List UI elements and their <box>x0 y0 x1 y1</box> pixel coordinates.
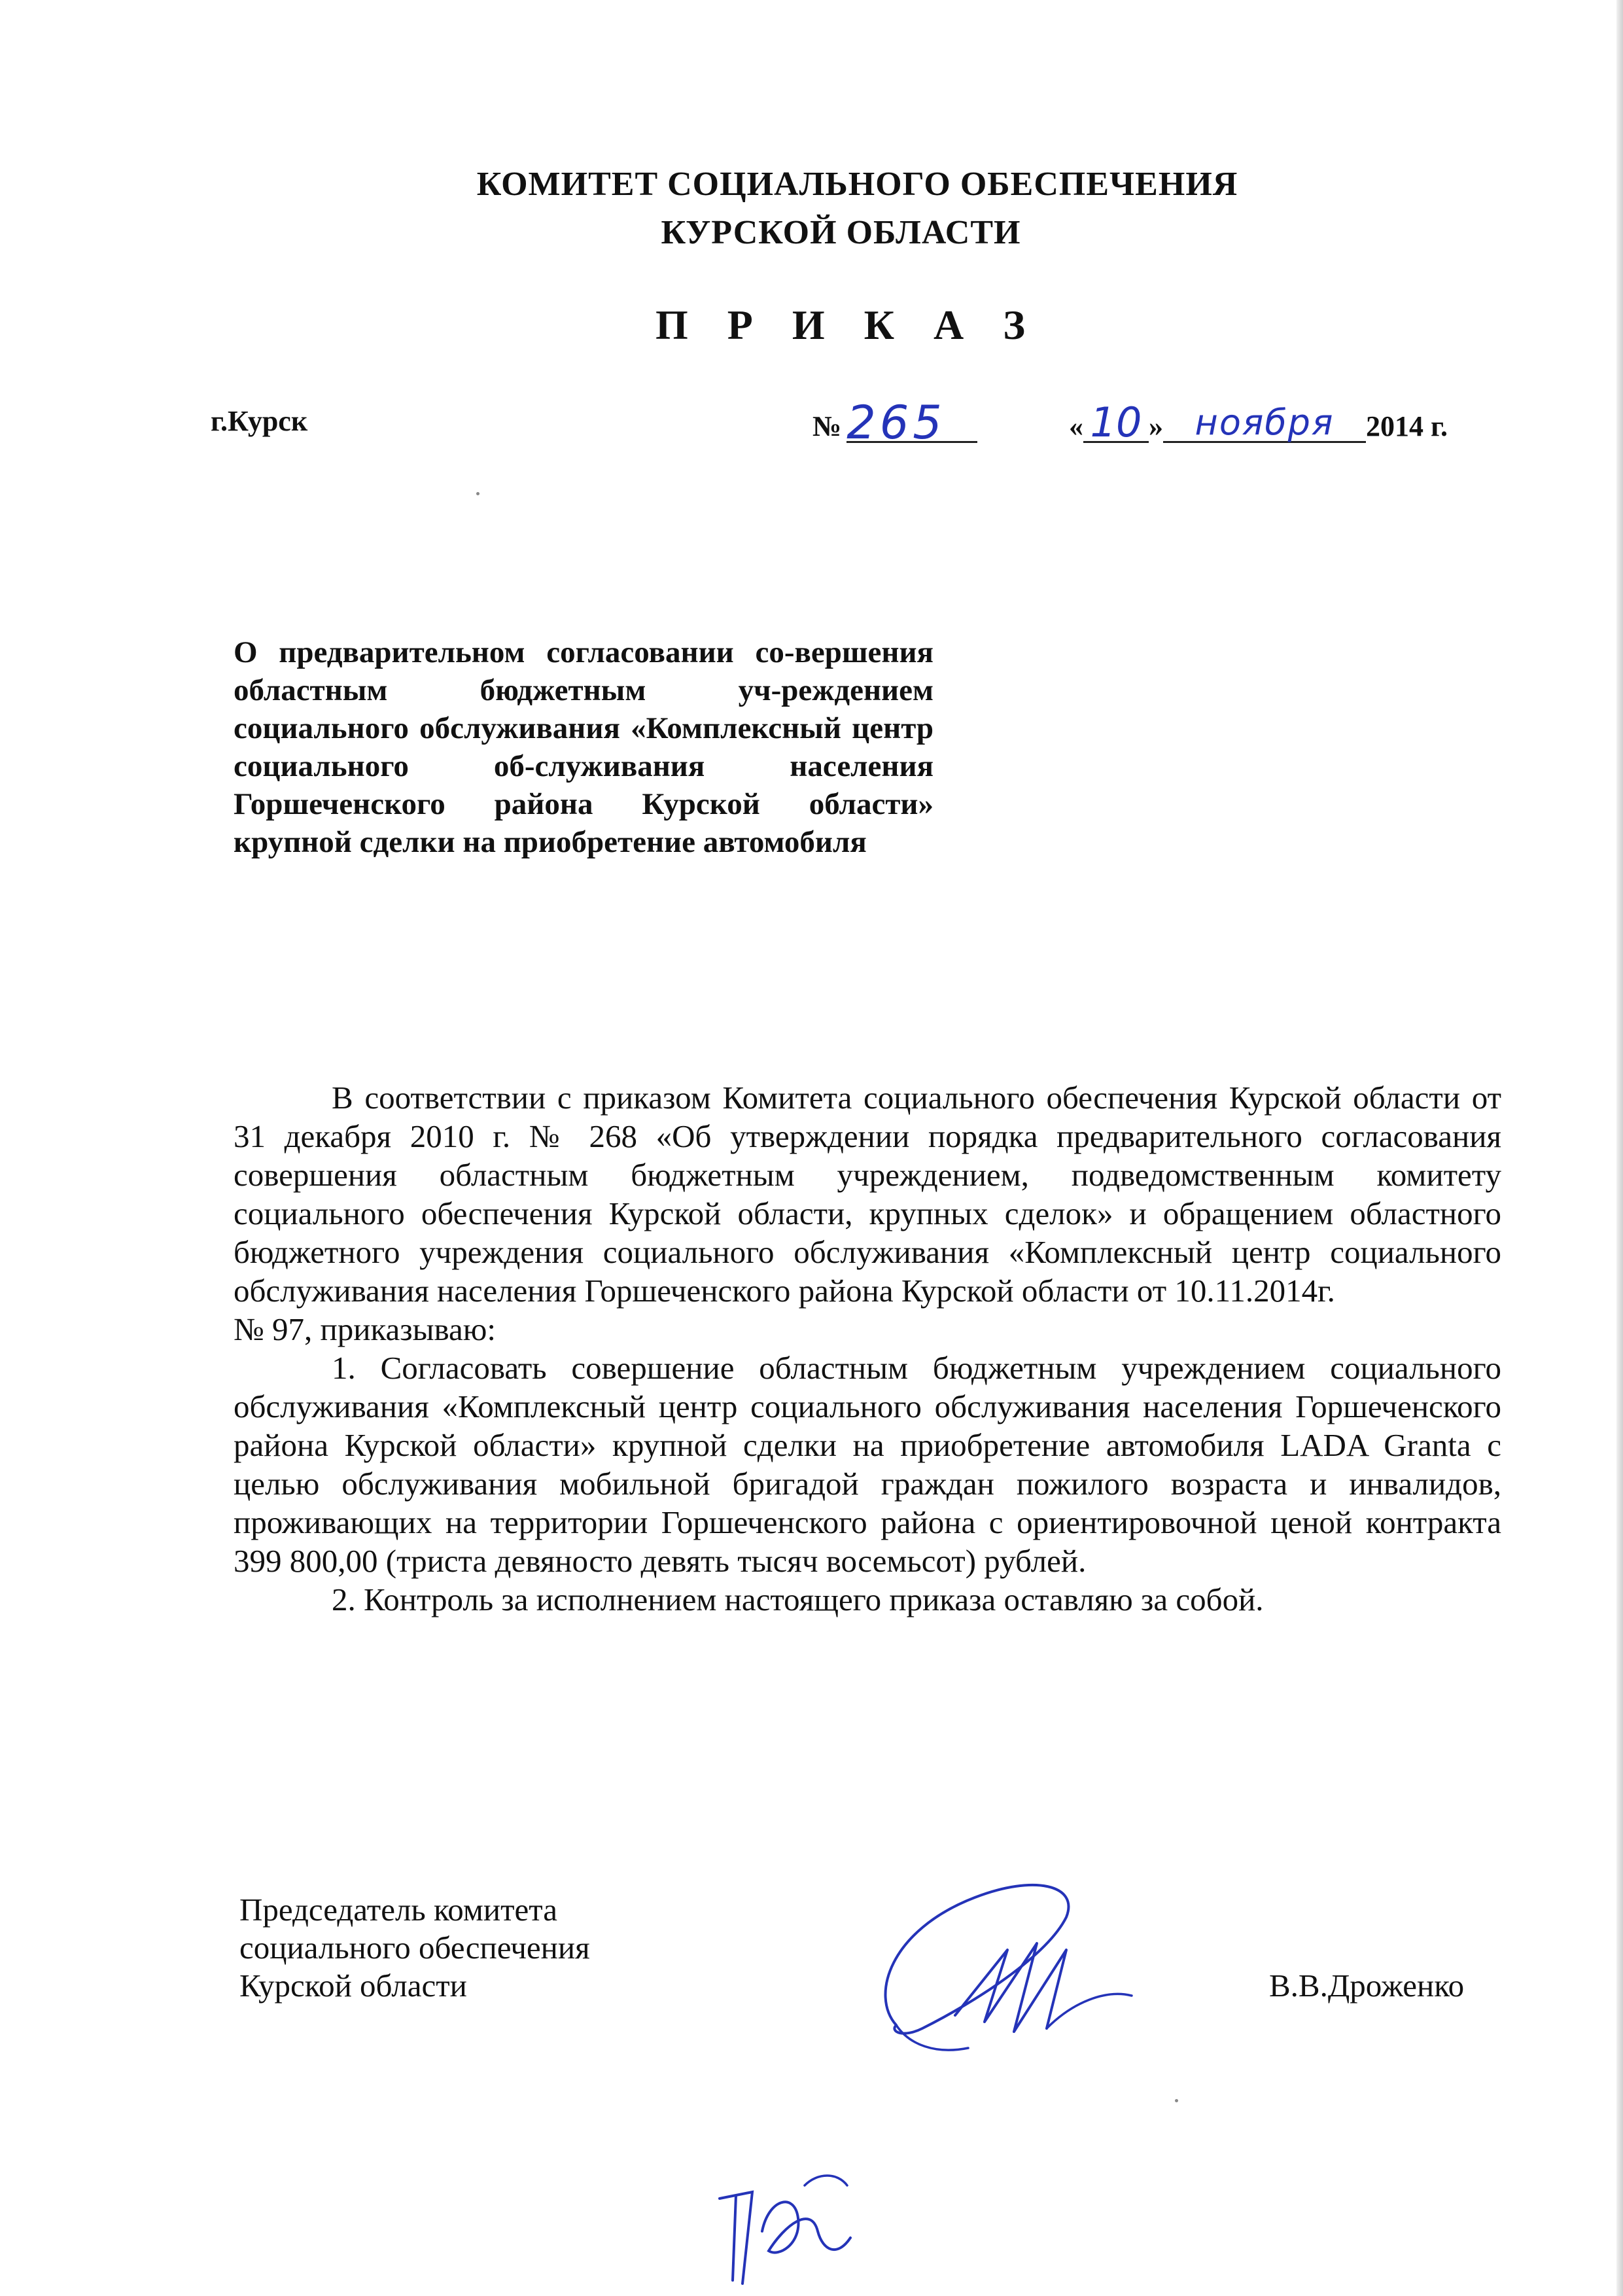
signer-position-line3: Курской области <box>239 1968 467 2004</box>
signer-name: В.В.Дроженко <box>1269 1968 1465 2004</box>
handwritten-date-day: 10 <box>1083 404 1149 443</box>
order-item-2: 2. Контроль за исполнением настоящего приказа оставляю за собой. <box>332 1581 1264 1617</box>
document-type-title: П Р И К А З <box>655 302 1040 348</box>
organization-name-line2: КУРСКОЙ ОБЛАСТИ <box>661 214 1021 251</box>
order-number-field <box>812 396 977 450</box>
organization-name-line1: КОМИТЕТ СОЦИАЛЬНОГО ОБЕСПЕЧЕНИЯ <box>476 166 1238 203</box>
scan-speck <box>1175 2099 1178 2102</box>
date-close-quote: » <box>1149 410 1163 442</box>
order-subject: О предварительном согласовании со-вершения областным бюджетным уч-реждением социального обслуживания «Комплексный центр социального об-служивания населения Горшеченского района Курской области» крупной сделки на приобретение автомобиля <box>234 635 934 859</box>
handwritten-initials-icon <box>707 2159 864 2290</box>
signer-position <box>239 1891 590 2005</box>
signer-position-line1: Председатель комитета <box>239 1892 558 1928</box>
organization-header <box>0 160 1623 257</box>
order-date-field <box>1069 398 1448 446</box>
handwritten-signature-icon <box>850 1871 1151 2094</box>
signer-position-line2: социального обеспечения <box>239 1930 590 1966</box>
body-preamble: В соответствии с приказом Комитета социального обеспечения Курской области от 31 декабря 2010 г. № 268 «Об утверждении порядка предварительного согласования совершения областным бюджетным учреждением, подведомственным комитету социального обеспечения Курской области, крупных сделок» и обращением областного бюджетного учреждения социального обслуживания «Комплексный центр социального обслуживания населения Горшеченского района Курской области от 10.11.2014г. <box>234 1080 1501 1309</box>
order-item-1: 1. Согласовать совершение областным бюджетным учреждением социального обслуживания «Комплексный центр социального обслуживания населения Горшеченского района Курской области» крупной сделки на приобретение автомобиля LADA Granta с целью обслуживания мобильной бригадой граждан пожилого возраста и инвалидов, проживающих на территории Горшеченского района с ориентировочной ценой контракта 399 800,00 (триста девяносто девять тысяч восемьсот) рублей. <box>234 1350 1501 1579</box>
date-year: 2014 г. <box>1366 410 1448 442</box>
order-body <box>234 1078 1501 1619</box>
handwritten-date-month: ноября <box>1163 404 1366 443</box>
handwritten-order-number: 265 <box>846 404 977 443</box>
number-sign: № <box>812 410 842 442</box>
city-label: г.Курск <box>211 405 308 437</box>
scan-speck <box>476 492 480 495</box>
body-preamble-end: № 97, приказываю: <box>234 1311 496 1347</box>
date-open-quote: « <box>1069 410 1083 442</box>
